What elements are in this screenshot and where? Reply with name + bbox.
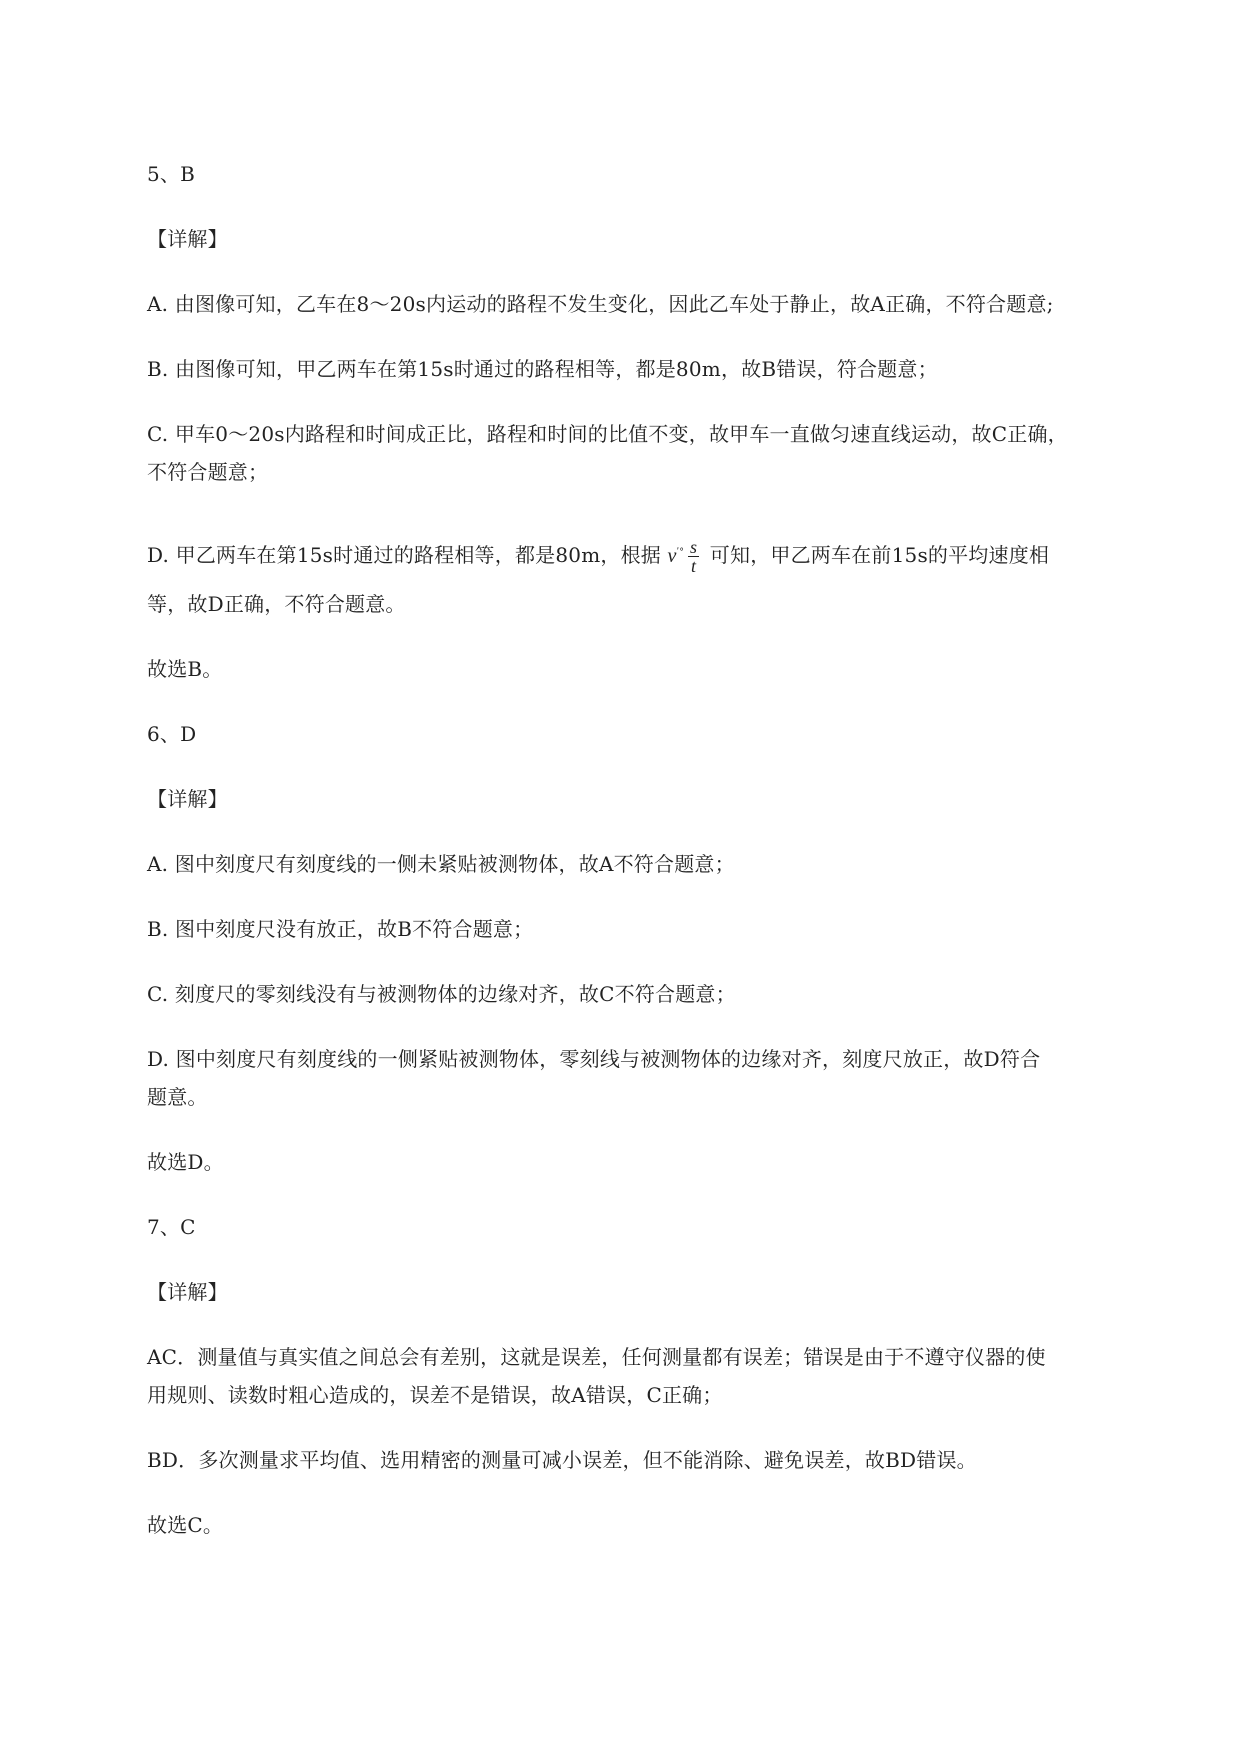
q6-header: 6、D	[147, 722, 197, 746]
formula-glyph: ʹ°	[676, 547, 685, 558]
formula-numerator: s	[690, 537, 698, 557]
q5-option-a: A. 由图像可知，乙车在8～20s内运动的路程不发生变化，因此乙车处于静止，故A正确，不符合题意;	[147, 292, 1054, 316]
q6-option-c: C. 刻度尺的零刻线没有与被测物体的边缘对齐，故C不符合题意；	[147, 982, 736, 1006]
q7-option-ac-line1: AC．测量值与真实值之间总会有差别，这就是误差，任何测量都有误差；错误是由于不遵守仪器的使	[147, 1345, 1046, 1369]
q5-answer: 故选B。	[147, 657, 223, 681]
q5-option-d-text-pre: D. 甲乙两车在第15s时通过的路程相等，都是80m，根据	[147, 543, 661, 567]
q6-option-d-line2: 题意。	[147, 1085, 208, 1109]
q5-option-c-line1: C. 甲车0～20s内路程和时间成正比，路程和时间的比值不变，故甲车一直做匀速直线运动，故C正确，	[147, 422, 1068, 446]
velocity-formula-fraction	[688, 538, 699, 575]
formula-denominator: t	[691, 556, 697, 576]
q7-detail-label: 【详解】	[147, 1280, 228, 1304]
q6-detail-label: 【详解】	[147, 787, 228, 811]
velocity-symbol: v	[667, 545, 677, 567]
q5-option-d-line1	[147, 538, 1157, 575]
q7-option-ac-line2: 用规则、读数时粗心造成的，误差不是错误，故A错误，C正确；	[147, 1383, 723, 1407]
q5-option-b: B. 由图像可知，甲乙两车在第15s时通过的路程相等，都是80m，故B错误，符合题意；	[147, 357, 938, 381]
q7-option-bd: BD．多次测量求平均值、选用精密的测量可减小误差，但不能消除、避免误差，故BD错误。	[147, 1448, 977, 1472]
q6-answer: 故选D。	[147, 1150, 224, 1174]
q5-detail-label: 【详解】	[147, 227, 228, 251]
q6-option-d-line1: D. 图中刻度尺有刻度线的一侧紧贴被测物体，零刻线与被测物体的边缘对齐，刻度尺放正，故D符合	[147, 1047, 1041, 1071]
q6-option-a: A. 图中刻度尺有刻度线的一侧未紧贴被测物体，故A不符合题意；	[147, 852, 735, 876]
q6-option-b: B. 图中刻度尺没有放正，故B不符合题意；	[147, 917, 534, 941]
q5-option-d-text-post: 可知，甲乙两车在前15s的平均速度相	[709, 543, 1050, 567]
q5-option-c-line2: 不符合题意；	[147, 460, 269, 484]
q7-answer: 故选C。	[147, 1513, 224, 1537]
q5-option-d-line2: 等，故D正确，不符合题意。	[147, 592, 406, 616]
q7-header: 7、C	[147, 1215, 196, 1239]
q5-header: 5、B	[147, 162, 196, 186]
